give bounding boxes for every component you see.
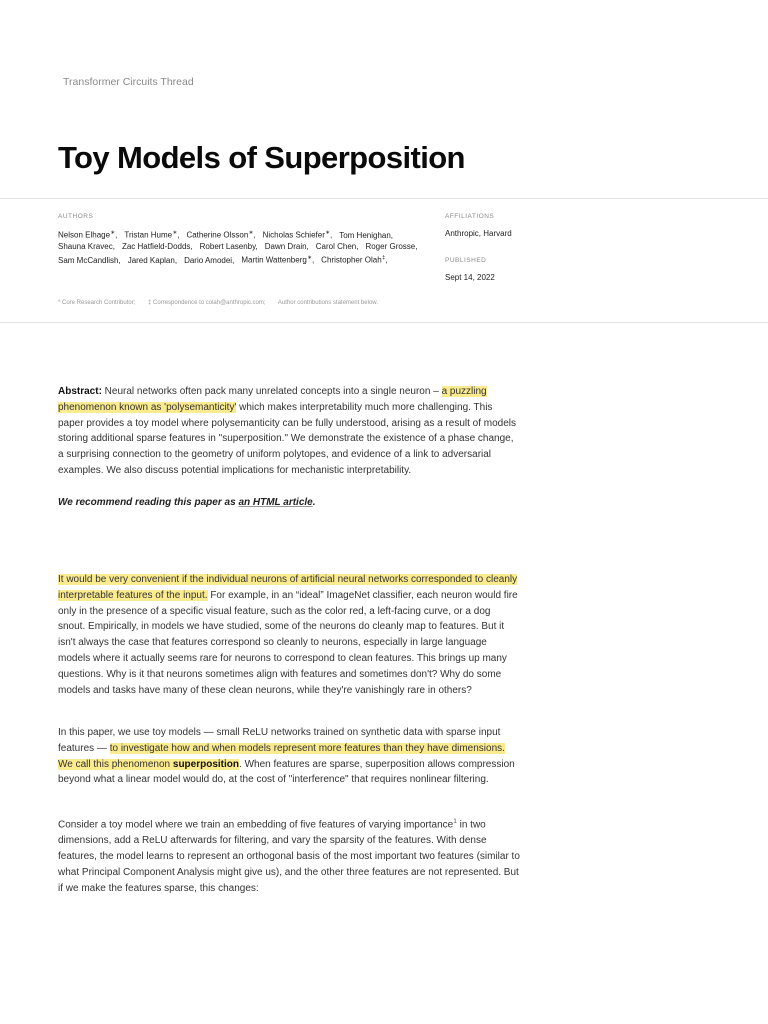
intro-highlight-2: to investigate how and when models represent more features than they have dimensions. We call this phenomenon superposition: [58, 742, 505, 770]
recommend-text: We recommend reading this paper as: [58, 497, 239, 508]
affiliations-value[interactable]: Anthropic, Harvard: [445, 229, 512, 238]
author-name[interactable]: Sam McCandlish,: [58, 255, 121, 265]
footnote-ref-1[interactable]: 1: [453, 818, 457, 825]
affiliations-label: AFFILIATIONS: [445, 213, 495, 220]
published-date: Sept 14, 2022: [445, 273, 495, 282]
author-name[interactable]: Shauna Kravec,: [58, 242, 115, 252]
kicker[interactable]: Transformer Circuits Thread: [63, 76, 194, 88]
author-name[interactable]: Dario Amodei,: [184, 255, 235, 265]
intro-paragraph-3: [58, 814, 520, 896]
recommend-end: .: [312, 497, 316, 508]
author-mark: ∗: [248, 230, 254, 236]
superposition-term: superposition: [172, 758, 240, 770]
author-name[interactable]: Jared Kaplan,: [127, 255, 178, 265]
html-article-link[interactable]: an HTML article: [238, 497, 313, 508]
footnotes: [58, 300, 389, 306]
author-name[interactable]: Christopher Olah‡,: [321, 255, 388, 265]
footnote-core: * Core Research Contributor;: [58, 300, 136, 306]
author-name[interactable]: Tristan Hume∗,: [124, 230, 180, 240]
author-mark: ∗: [172, 230, 178, 236]
page-title: Toy Models of Superposition: [58, 140, 465, 175]
author-name[interactable]: Nelson Elhage∗,: [58, 230, 118, 240]
author-name[interactable]: Robert Lasenby,: [199, 242, 258, 252]
intro-text-2-post: . When features are sparse, superposition allows compression beyond what a linear model would do, at the cost of "interference" that requires nonlinear filtering.: [58, 758, 515, 786]
footnote-contributions[interactable]: Author contributions statement below.: [277, 300, 378, 306]
intro-text-3-post: in two dimensions, add a ReLU afterwards for filtering, and vary the sparsity of the features. With dense features, the model learns to represent an orthogonal basis of the most important two features (similar to what Principal Component Analysis might give us), and the other three features are not represented. But if we make the features sparse, this changes:: [58, 819, 520, 894]
published-label: PUBLISHED: [445, 257, 487, 264]
divider-top: [0, 198, 768, 199]
intro-highlight-1: It would be very convenient if the individual neurons of artificial neural networks corresponded to cleanly interpretable features of the input.: [58, 574, 518, 601]
author-mark: ‡: [382, 255, 386, 262]
abstract-text-post: which makes interpretability much more challenging. This paper provides a toy model where polysemanticity can be fully understood, arising as a result of models storing additional sparse features in "superposition." We demonstrate the existence of a phase change, a surprising connection to the geometry of uniform polytopes, and evidence of a link to adversarial examples. We also discuss potential implications for mechanistic interpretability.: [58, 401, 517, 476]
abstract-paragraph: [58, 384, 520, 479]
intro-text-2-pre: In this paper, we use toy models — small ReLU networks trained on synthetic data with sparse input features —: [58, 727, 501, 754]
author-mark: ∗: [110, 230, 116, 236]
intro-text-3-pre: Consider a toy model where we train an embedding of five features of varying importance: [58, 819, 454, 831]
author-name[interactable]: Catherine Olsson∗,: [186, 230, 256, 240]
author-name[interactable]: Roger Grosse,: [365, 242, 418, 252]
author-name[interactable]: Dawn Drain,: [264, 242, 309, 252]
author-name[interactable]: Zac Hatfield-Dodds,: [121, 242, 193, 252]
divider-bottom: [0, 322, 768, 323]
author-mark: ∗: [307, 255, 312, 262]
authors-list: [58, 228, 428, 267]
footnote-correspondence[interactable]: ‡ Correspondence to colah@anthropic.com;: [148, 300, 266, 306]
author-name[interactable]: Nicholas Schiefer∗,: [262, 230, 333, 240]
author-mark: ∗: [325, 230, 330, 236]
abstract: [58, 384, 520, 479]
intro-text-1: For example, in an “ideal” ImageNet classifier, each neuron would fire only in the presence of a specific visual feature, such as the color red, a left-facing curve, or a dog snout. Empirically, in models we have studied, some of the neurons do cleanly map to features. But it isn't always the case that features correspond so cleanly to neurons, especially in large language models where it actually seems rare for neurons to correspond to clean features. This brings up many questions. Why is it that neurons sometimes align with features and sometimes don't? Why do some models and tasks have many of these clean neurons, while they're vanishingly rare in others?: [58, 589, 518, 696]
intro-paragraph-1: [58, 572, 520, 698]
author-name[interactable]: Tom Henighan,: [339, 230, 394, 240]
abstract-text-pre: Neural networks often pack many unrelated concepts into a single neuron –: [101, 386, 442, 397]
author-name[interactable]: Martin Wattenberg∗,: [241, 255, 315, 265]
abstract-highlight: a puzzling phenomenon known as 'polysemanticity': [58, 386, 487, 413]
author-name[interactable]: Carol Chen,: [315, 242, 359, 252]
recommend-note: [58, 495, 520, 511]
authors-label: AUTHORS: [58, 213, 94, 220]
abstract-label: Abstract:: [58, 386, 102, 397]
intro-paragraph-2: [58, 725, 520, 788]
